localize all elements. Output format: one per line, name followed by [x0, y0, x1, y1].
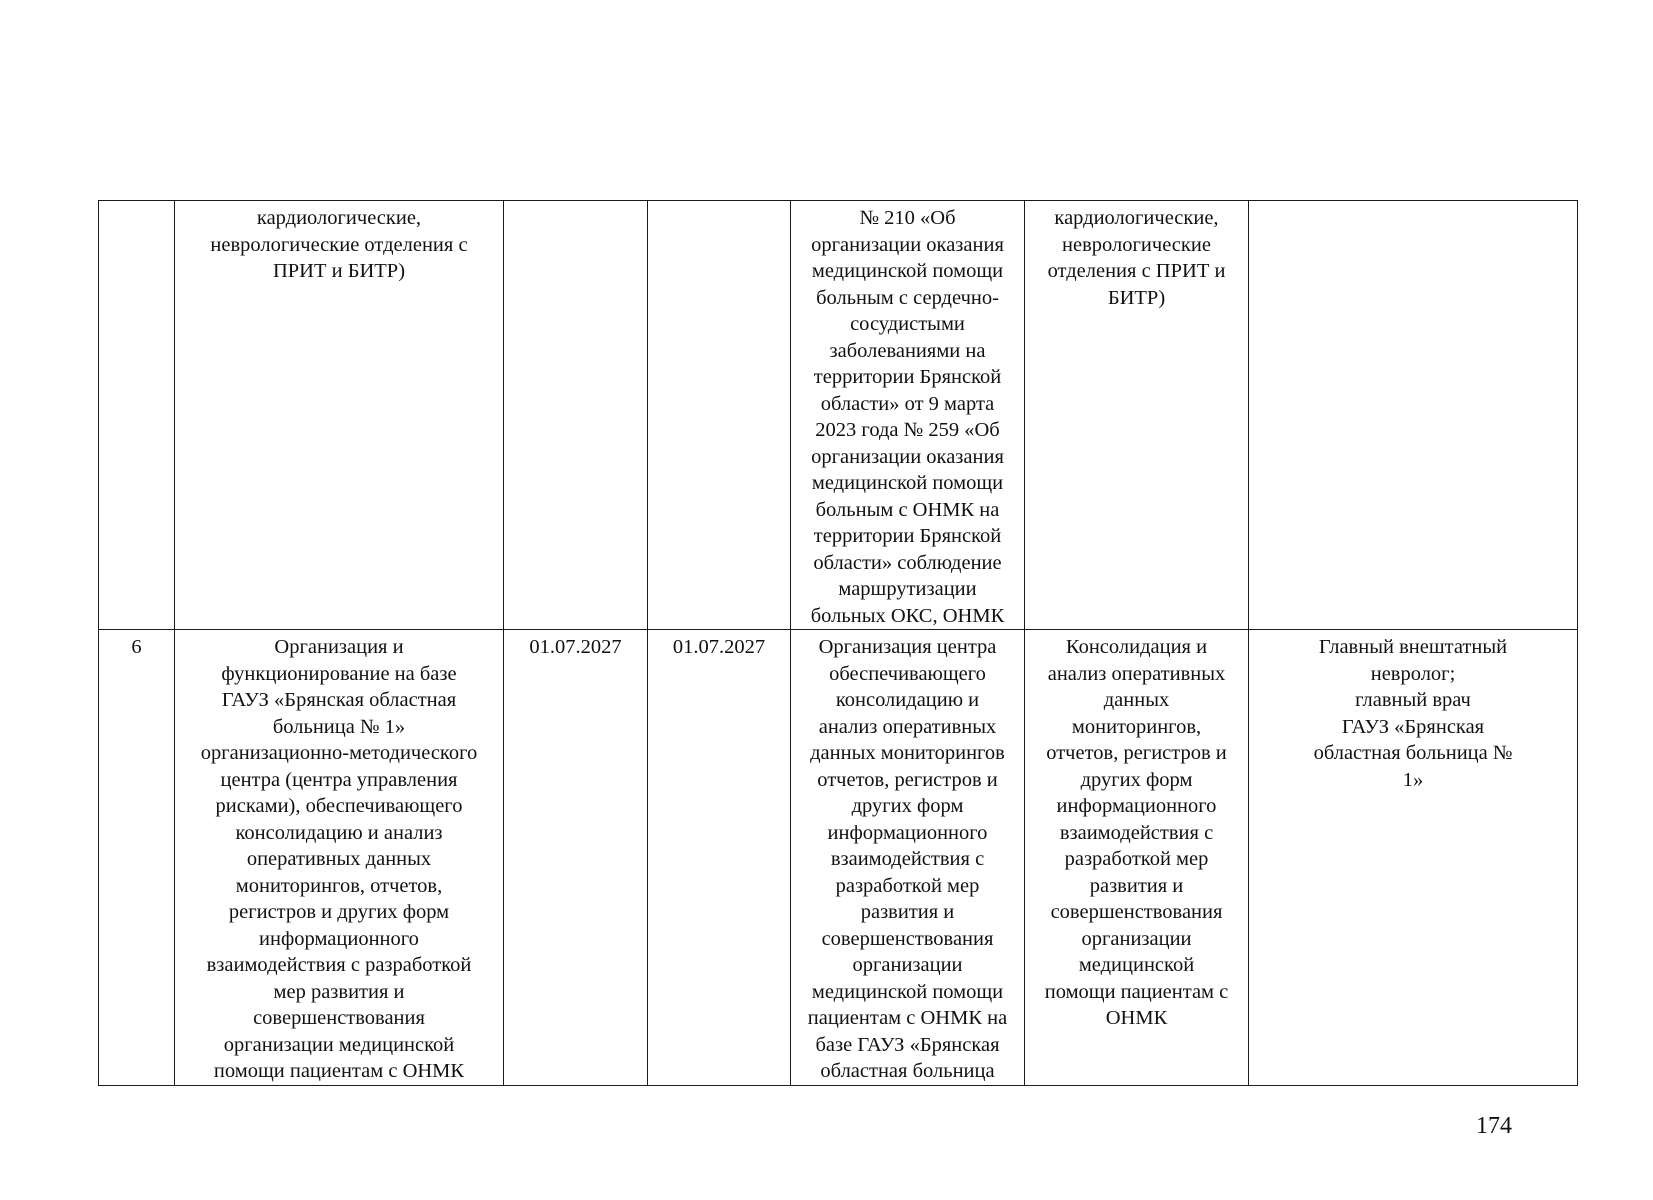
- start-date: 01.07.2027: [529, 636, 622, 658]
- responsible-cell: [1249, 630, 1578, 1086]
- event-cell: [175, 201, 504, 630]
- measures-table: [98, 200, 1578, 1086]
- characteristic-text: кардиологические, неврологические отделения с ПРИТ и БИТР): [1047, 207, 1226, 309]
- row-number-cell: [99, 630, 175, 1086]
- expected-result-text: № 210 «Об организации оказания медицинской помощи больным с сердечно- сосудистыми заболеваниями на территории Брянской области» от 9 марта 2023 года № 259 «Об организации оказания медицинской помощи больным с ОНМК на территории Брянской области» соблюдение маршрутизации больных ОКС, ОНМК: [810, 207, 1005, 627]
- page-number: 174: [1476, 1113, 1512, 1139]
- event-text: кардиологические, неврологические отделения с ПРИТ и БИТР): [210, 207, 468, 282]
- start-date-cell: [504, 201, 648, 630]
- event-text: Организация и функционирование на базе ГАУЗ «Брянская областная больница № 1» организационно-методического центра (центра управления рисками), обеспечивающего консолидацию и анализ оперативных данных мониторингов, отчетов, регистров и других форм информационного взаимодействия с разработкой мер развития и совершенствования организации медицинской помощи пациентам с ОНМК: [200, 636, 478, 1082]
- characteristic-cell: [1025, 630, 1249, 1086]
- responsible-cell: [1249, 201, 1578, 630]
- expected-result-cell: [791, 201, 1025, 630]
- table-row-6: [99, 630, 1578, 1086]
- row-number: 6: [131, 636, 142, 658]
- row-number-cell: [99, 201, 175, 630]
- start-date-cell: [504, 630, 648, 1086]
- expected-result-cell: [791, 630, 1025, 1086]
- end-date-cell: [648, 630, 791, 1086]
- characteristic-text: Консолидация и анализ оперативных данных мониторингов, отчетов, регистров и других форм информационного взаимодействия с разработкой мер развития и совершенствования организации медицинской помощи пациентам с ОНМК: [1044, 636, 1229, 1029]
- end-date: 01.07.2027: [672, 636, 766, 658]
- table-row-continued: [99, 201, 1578, 630]
- expected-result-text: Организация центра обеспечивающего консолидацию и анализ оперативных данных мониторингов отчетов, регистров и других форм информационного взаимодействия с разработкой мер развития и совершенствования организации медицинской помощи пациентам с ОНМК на базе ГАУЗ «Брянская областная больница: [807, 636, 1008, 1082]
- characteristic-cell: [1025, 201, 1249, 630]
- event-cell: [175, 630, 504, 1086]
- responsible-text: Главный внештатный невролог; главный врач ГАУЗ «Брянская областная больница № 1»: [1313, 636, 1513, 791]
- end-date-cell: [648, 201, 791, 630]
